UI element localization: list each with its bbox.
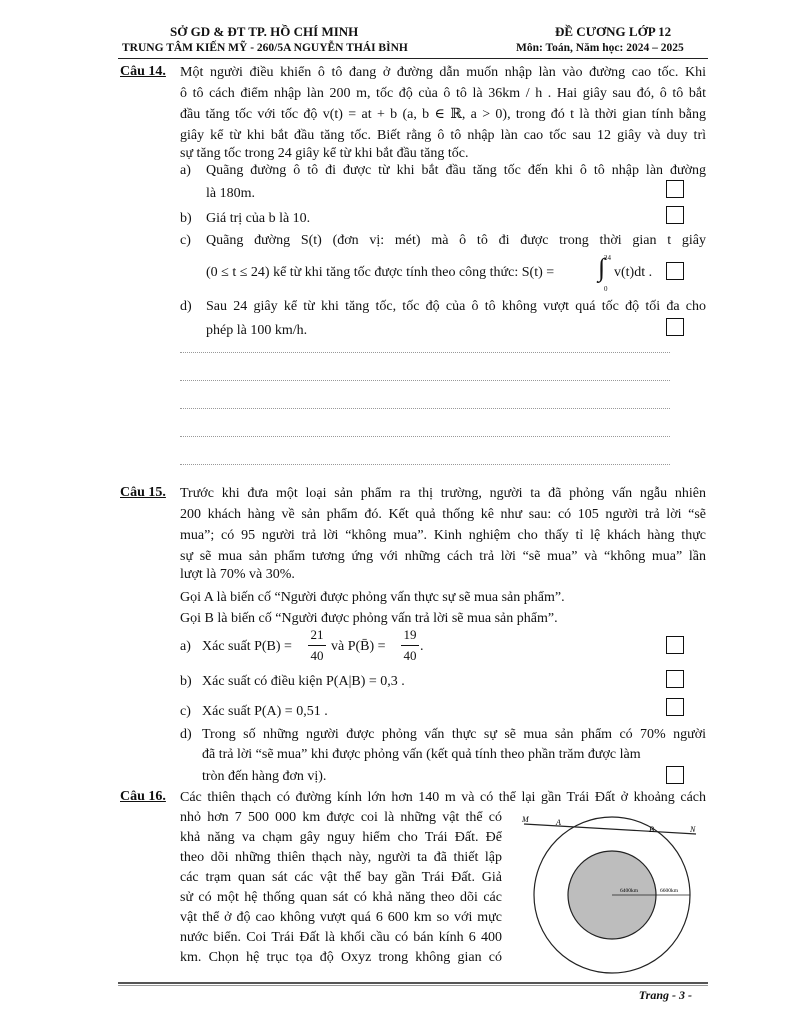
q15-a-frac1-den: 40	[310, 648, 324, 663]
answer-dotted-line-5[interactable]	[180, 464, 670, 465]
q14-line-5: sự tăng tốc trong 24 giây kể từ khi bắt đầu tăng tốc.	[180, 146, 469, 161]
q15-a-pre: Xác suất P(B) =	[202, 639, 292, 654]
q16-label: Câu 16.	[120, 789, 166, 804]
q14-line-4: giây kể từ khi bắt đầu tăng tốc. Biết rằng ô tô nhập làn cao tốc sau 12 giây và duy trì	[180, 128, 706, 143]
q15-d-line1: Trong số những người được phỏng vấn thực sự sẽ mua sản phẩm có 70% người	[202, 727, 706, 742]
q16-line-4: theo dõi những thiên thạch này, người ta đã thiết lập	[180, 850, 502, 865]
answer-dotted-line-4[interactable]	[180, 436, 670, 437]
q16-line-1: Các thiên thạch có đường kính lớn hơn 140 m và có thể lại gần Trái Đất ở khoảng cách	[180, 790, 706, 805]
q15-a-mid: và P(B̄) =	[331, 639, 386, 654]
q16-line-7: vật thể ở độ cao không vượt quá 6 600 km so với mực	[180, 910, 502, 925]
header-right-line1: ĐỀ CƯƠNG LỚP 12	[555, 24, 672, 39]
point-n-label: N	[690, 825, 696, 834]
answer-dotted-line-1[interactable]	[180, 352, 670, 353]
q16-line-5: các trạm quan sát các vật thể bay gần Trái Đất. Giả	[180, 870, 502, 885]
q14-c-integral-lower: 0	[604, 285, 608, 293]
q15-a-frac2-bar	[401, 645, 419, 646]
q15-d-line3: tròn đến hàng đơn vị).	[202, 769, 327, 784]
q14-c-line2: (0 ≤ t ≤ 24) kể từ khi tăng tốc được tính theo công thức: S(t) =	[206, 265, 555, 280]
q14-a-line2: là 180m.	[206, 186, 255, 201]
q14-d-label: d)	[180, 299, 192, 314]
q14-c-integral-sign: ∫	[598, 253, 606, 282]
q15-a-label: a)	[180, 639, 191, 654]
q14-c-label: c)	[180, 233, 191, 248]
q15-label: Câu 15.	[120, 485, 166, 500]
q14-line-1: Một người điều khiển ô tô đang ở đường dẫn muốn nhập làn vào đường cao tốc. Khi	[180, 65, 706, 80]
q16-line-2: nhỏ hơn 7 500 000 km được coi là những vật thể có	[180, 810, 502, 825]
q15-line-5: lượt là 70% và 30%.	[180, 567, 295, 582]
q14-c-line1: Quãng đường S(t) (đơn vị: mét) mà ô tô đi được trong thời gian t giây	[206, 233, 706, 248]
header-rule	[118, 58, 708, 59]
q14-line-2: ô tô cách điểm nhập làn 200 m, tốc độ của ô tô là 36km / h . Hai giây sau đó, ô tô bắt	[180, 86, 706, 101]
q16-line-9: km. Chọn hệ trục tọa độ Oxyz trong không gian có	[180, 950, 502, 965]
q15-a-answer-box[interactable]	[666, 636, 684, 654]
q14-label: Câu 14.	[120, 64, 166, 79]
q15-line-1: Trước khi đưa một loại sản phẩm ra thị trường, người ta đã phỏng vấn ngẫu nhiên	[180, 486, 706, 501]
earth-observation-diagram	[510, 812, 710, 974]
q15-line-2: 200 khách hàng về sản phẩm đó. Kết quả thống kê như sau: có 105 người trả lời “sẽ	[180, 507, 706, 522]
q14-a-line1: Quãng đường ô tô đi được từ khi bắt đầu tăng tốc đến khi ô tô nhập làn đường	[206, 163, 706, 178]
q16-line-3: khả năng va chạm gây nguy hiểm cho Trái Đất. Để	[180, 830, 502, 845]
q14-d-line2: phép là 100 km/h.	[206, 323, 308, 338]
q14-d-answer-box[interactable]	[666, 318, 684, 336]
outer-distance-label: 6600km	[660, 888, 679, 894]
q15-line-3: mua”; có 95 người trả lời “không mua”. Kinh nghiệm cho thấy tỉ lệ khách hàng thực	[180, 528, 706, 543]
q15-event-a: Gọi A là biến cố “Người được phỏng vấn thực sự sẽ mua sản phẩm”.	[180, 590, 565, 605]
answer-dotted-line-3[interactable]	[180, 408, 670, 409]
header-right-line2: Môn: Toán, Năm học: 2024 – 2025	[516, 42, 684, 54]
q14-b-answer-box[interactable]	[666, 206, 684, 224]
q15-d-line2: đã trả lời “sẽ mua” khi được phỏng vấn (kết quả tính theo phần trăm được làm	[202, 747, 641, 762]
q14-b-text: Giá trị của b là 10.	[206, 211, 311, 226]
q14-c-integral-upper: 24	[604, 254, 611, 262]
q14-b-label: b)	[180, 211, 192, 226]
point-a-label: A	[556, 818, 561, 827]
q15-event-b: Gọi B là biến cố “Người được phỏng vấn trả lời sẽ mua sản phẩm”.	[180, 611, 558, 626]
footer-rule-thin	[118, 985, 708, 986]
point-b-label: B	[649, 825, 654, 834]
q14-a-answer-box[interactable]	[666, 180, 684, 198]
header-left-line2: TRUNG TÂM KIẾN MỸ - 260/5A NGUYỄN THÁI BÌNH	[122, 42, 408, 54]
inner-radius-label: 6400km	[620, 888, 639, 894]
q15-a-frac1-num: 21	[310, 627, 324, 642]
q14-a-label: a)	[180, 163, 191, 178]
q15-line-4: sự sẽ mua sản phẩm tương ứng với những cách trả lời “sẽ mua” và “không mua” lần	[180, 549, 706, 564]
q15-a-end: .	[420, 639, 424, 654]
q15-a-frac1-bar	[308, 645, 326, 646]
header-left-line1: SỞ GD & ĐT TP. HỒ CHÍ MINH	[170, 24, 359, 39]
q14-d-line1: Sau 24 giây kể từ khi tăng tốc, tốc độ của ô tô không vượt quá tốc độ tối đa cho	[206, 299, 706, 314]
page-number: Trang - 3 -	[638, 988, 692, 1002]
q15-b-label: b)	[180, 674, 192, 689]
q16-line-8: nước biển. Coi Trái Đất là khối cầu có bán kính 6 400	[180, 930, 502, 945]
q15-c-label: c)	[180, 704, 191, 719]
q14-c-integrand: v(t)dt .	[614, 265, 653, 280]
q15-b-text: Xác suất có điều kiện P(A|B) = 0,3 .	[202, 674, 405, 689]
q15-d-answer-box[interactable]	[666, 766, 684, 784]
point-m-label: M	[522, 815, 529, 824]
q16-line-6: sử có một hệ thống quan sát có khả năng theo dõi các	[180, 890, 502, 905]
q15-c-answer-box[interactable]	[666, 698, 684, 716]
q15-a-frac2-den: 40	[403, 648, 417, 663]
q14-line-3: đầu tăng tốc với tốc độ v(t) = at + b (a, b ∈ ℝ, a > 0), trong đó t là thời gian tính bằng	[180, 107, 706, 122]
answer-dotted-line-2[interactable]	[180, 380, 670, 381]
q15-b-answer-box[interactable]	[666, 670, 684, 688]
trajectory-line-mn	[524, 824, 696, 834]
q14-c-answer-box[interactable]	[666, 262, 684, 280]
q15-d-label: d)	[180, 727, 192, 742]
q15-c-text: Xác suất P(A) = 0,51 .	[202, 704, 328, 719]
q15-a-frac2-num: 19	[403, 627, 417, 642]
footer-rule-thick	[118, 982, 708, 984]
